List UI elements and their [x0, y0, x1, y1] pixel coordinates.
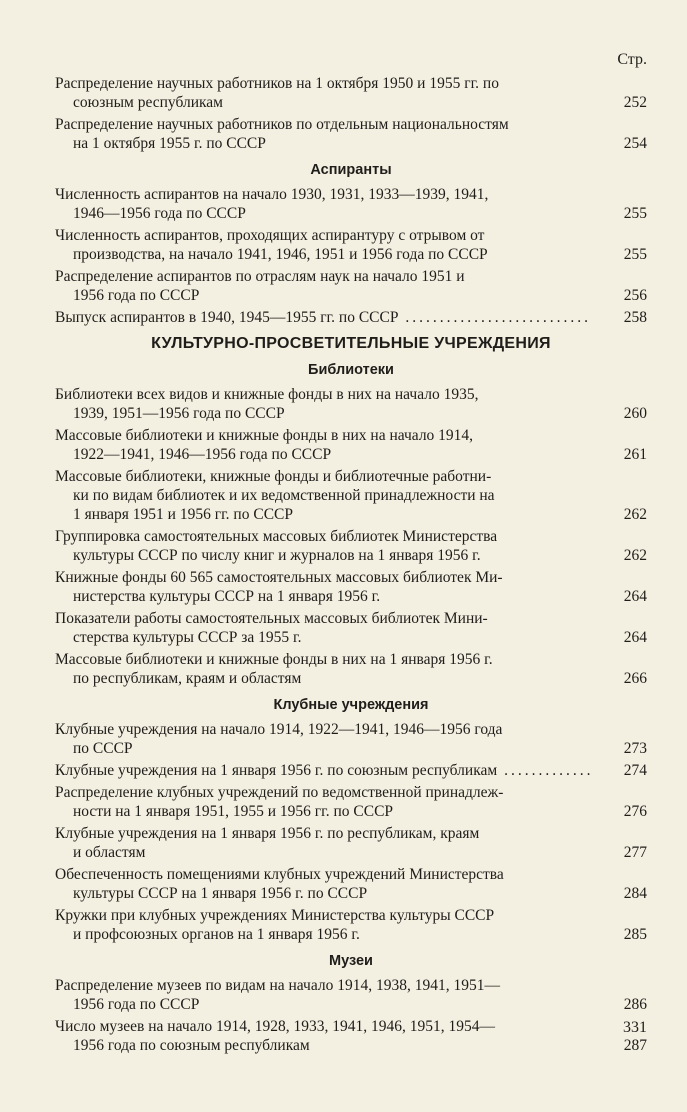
toc-entry	[55, 568, 647, 606]
toc-entry-line: Численность аспирантов на начало 1930, 1931, 1933—1939, 1941,	[55, 186, 489, 203]
toc-entry	[55, 720, 647, 758]
section-heading: Библиотеки	[308, 362, 394, 378]
toc-entry-line: Библиотеки всех видов и книжные фонды в них на начало 1935,	[55, 386, 479, 403]
toc-entry-title	[55, 650, 607, 688]
toc-entry-title	[55, 720, 607, 758]
toc-entry-line: культуры СССР на 1 января 1956 г. по СССР	[73, 885, 368, 902]
toc-entry	[55, 1017, 647, 1055]
toc-entry-title	[55, 426, 607, 464]
toc-page-number: 277	[623, 844, 647, 861]
toc-entry-line: 1939, 1951—1956 года по СССР	[73, 405, 285, 422]
toc-entry-line: по СССР	[73, 740, 133, 757]
toc-page-number: 255	[623, 205, 647, 222]
toc-page-number: 285	[623, 926, 647, 943]
toc-entry	[55, 609, 647, 647]
toc-entry-title	[55, 568, 607, 606]
section-heading: Аспиранты	[310, 162, 392, 178]
toc-entry-line: ности на 1 января 1951, 1955 и 1956 гг. по СССР	[73, 803, 394, 820]
toc-entry-line: Обеспеченность помещениями клубных учреждений Министерства	[55, 866, 504, 883]
toc-entry-title	[55, 761, 607, 780]
toc-page-number: 264	[623, 588, 647, 605]
toc-entry	[55, 115, 647, 153]
toc-page-number: 256	[623, 287, 647, 304]
toc-entry-line: стерства культуры СССР за 1955 г.	[73, 629, 302, 646]
toc-entry-line: ки по видам библиотек и их ведомственной принадлежности на	[73, 487, 495, 504]
toc-entry	[55, 467, 647, 524]
toc-entry	[55, 783, 647, 821]
toc-entry-title	[55, 267, 607, 305]
toc-page-number: 284	[623, 885, 647, 902]
toc-entry-line: производства, на начало 1941, 1946, 1951 и 1956 года по СССР	[73, 246, 488, 263]
toc-entry-line: Распределение научных работников по отдельным национальностям	[55, 116, 509, 133]
toc-page-number: 287	[623, 1037, 647, 1054]
toc-entry-title	[55, 783, 607, 821]
toc-entry-line: Клубные учреждения на 1 января 1956 г. по союзным республикам	[55, 762, 498, 779]
toc-entry-line: нистерства культуры СССР на 1 января 1956 г.	[73, 588, 381, 605]
toc-page-number: 255	[623, 246, 647, 263]
toc-entry-title	[55, 74, 607, 112]
toc-entry-title	[55, 865, 607, 903]
toc-entry	[55, 527, 647, 565]
toc-entry-line: на 1 октября 1955 г. по СССР	[73, 135, 266, 152]
toc-page-number: 262	[623, 506, 647, 523]
toc-entry	[55, 865, 647, 903]
toc-entry-title	[55, 385, 607, 423]
toc-entry-line: Клубные учреждения на 1 января 1956 г. по республикам, краям	[55, 825, 480, 842]
section-heading: Музеи	[329, 953, 373, 969]
toc-entry-line: Распределение музеев по видам на начало 1914, 1938, 1941, 1951—	[55, 977, 500, 994]
toc-page-number: 254	[623, 135, 647, 152]
toc-page-number: 266	[623, 670, 647, 687]
toc-entry	[55, 426, 647, 464]
toc-entry-line: Показатели работы самостоятельных массовых библиотек Мини-	[55, 610, 488, 627]
toc-entry	[55, 308, 647, 327]
toc-entry-title	[55, 824, 607, 862]
toc-entry-title	[55, 527, 607, 565]
toc-entry-line: Выпуск аспирантов в 1940, 1945—1955 гг. по СССР	[55, 309, 399, 326]
toc-entry	[55, 906, 647, 944]
toc-page-number: 273	[623, 740, 647, 757]
toc-page-number: 276	[623, 803, 647, 820]
toc-entry	[55, 650, 647, 688]
toc-entry-line: 1956 года по союзным республикам	[73, 1037, 310, 1054]
toc-entry	[55, 226, 647, 264]
toc-entry-line: Распределение клубных учреждений по ведомственной принадлеж-	[55, 784, 504, 801]
toc-entry-title	[55, 906, 607, 944]
toc-entry-title	[55, 308, 607, 327]
toc-entry-line: Массовые библиотеки и книжные фонды в них на 1 января 1956 г.	[55, 651, 493, 668]
section-heading: Клубные учреждения	[273, 697, 429, 713]
toc-page-number: 264	[623, 629, 647, 646]
toc-entry-line: Массовые библиотеки, книжные фонды и библиотечные работни-	[55, 468, 492, 485]
page-number: 331	[623, 1019, 647, 1036]
toc-entry-line: Распределение научных работников на 1 октября 1950 и 1955 гг. по	[55, 75, 499, 92]
toc-entry-line: Распределение аспирантов по отраслям наук на начало 1951 и	[55, 268, 465, 285]
toc-entry-line: 1922—1941, 1946—1956 года по СССР	[73, 446, 332, 463]
page-column-header: Стр.	[617, 51, 647, 68]
toc-entry-line: Книжные фонды 60 565 самостоятельных массовых библиотек Ми-	[55, 569, 503, 586]
toc-entry	[55, 185, 647, 223]
toc-entry-line: Число музеев на начало 1914, 1928, 1933, 1941, 1946, 1951, 1954—	[55, 1018, 496, 1035]
toc-entry-title	[55, 609, 607, 647]
table-of-contents	[55, 74, 647, 1058]
toc-entry-line: союзным республикам	[73, 94, 223, 111]
toc-entry	[55, 976, 647, 1014]
toc-entry-title	[55, 1017, 607, 1055]
toc-entry-line: по республикам, краям и областям	[73, 670, 302, 687]
toc-entry-line: Клубные учреждения на начало 1914, 1922—1941, 1946—1956 года	[55, 721, 503, 738]
toc-entry-line: 1956 года по СССР	[73, 287, 200, 304]
toc-page-number: 274	[623, 762, 647, 779]
toc-page-number: 258	[623, 309, 647, 326]
toc-entry-line: культуры СССР по числу книг и журналов на 1 января 1956 г.	[73, 547, 481, 564]
toc-entry-line: Группировка самостоятельных массовых библиотек Министерства	[55, 528, 498, 545]
toc-page-number: 260	[623, 405, 647, 422]
major-heading: КУЛЬТУРНО-ПРОСВЕТИТЕЛЬНЫЕ УЧРЕЖДЕНИЯ	[151, 335, 551, 352]
toc-entry-line: Кружки при клубных учреждениях Министерства культуры СССР	[55, 907, 495, 924]
toc-entry-title	[55, 467, 607, 524]
toc-entry	[55, 824, 647, 862]
toc-entry-line: Массовые библиотеки и книжные фонды в них на начало 1914,	[55, 427, 474, 444]
toc-entry-title	[55, 185, 607, 223]
toc-page-number: 261	[623, 446, 647, 463]
toc-entry-line: и профсоюзных органов на 1 января 1956 г.	[73, 926, 360, 943]
toc-entry-title	[55, 226, 607, 264]
toc-entry-line: Численность аспирантов, проходящих аспирантуру с отрывом от	[55, 227, 485, 244]
toc-page-number: 286	[623, 996, 647, 1013]
toc-entry	[55, 74, 647, 112]
toc-entry-title	[55, 976, 607, 1014]
toc-page-number: 262	[623, 547, 647, 564]
toc-entry-line: 1956 года по СССР	[73, 996, 200, 1013]
toc-entry	[55, 761, 647, 780]
toc-entry	[55, 267, 647, 305]
dot-leader: .............	[497, 762, 594, 779]
toc-entry-line: и областям	[73, 844, 146, 861]
toc-entry-line: 1946—1956 года по СССР	[73, 205, 246, 222]
toc-page-number: 252	[623, 94, 647, 111]
toc-entry	[55, 385, 647, 423]
dot-leader: ...........................	[398, 309, 591, 326]
toc-entry-line: 1 января 1951 и 1956 гг. по СССР	[73, 506, 293, 523]
toc-entry-title	[55, 115, 607, 153]
